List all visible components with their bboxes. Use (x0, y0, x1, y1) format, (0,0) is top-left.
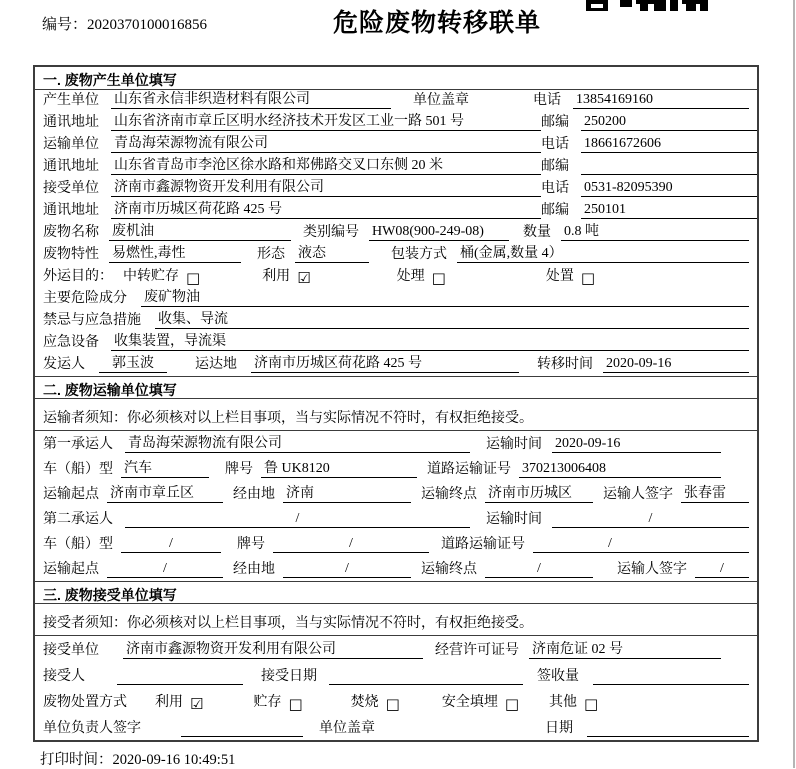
route-end-value: 济南市历城区 (485, 482, 593, 503)
waste-property-label: 废物特性 (43, 247, 99, 262)
print-time-line (40, 748, 235, 769)
disposal-option-storage (253, 691, 302, 711)
transfer-time-label: 转移时间 (537, 357, 593, 372)
transport-time-value2: / (552, 511, 749, 528)
first-carrier-value: 青岛海荣源物流有限公司 (125, 432, 470, 453)
route1-row (35, 481, 757, 506)
dispose-checkbox-icon: □ (580, 269, 596, 287)
receive-address-value: 济南市历城区荷花路 425 号 (111, 198, 541, 219)
zip-label: 邮编 (541, 115, 569, 130)
category-code-value: HW08(900-249-08) (369, 224, 509, 241)
transport-address-value: 山东省青岛市李沧区徐水路和郑佛路交叉口东侧 20 米 (111, 154, 541, 175)
vehicle-type-value: 汽车 (121, 457, 209, 478)
address-label: 通讯地址 (43, 159, 99, 174)
carrier-sign-label: 运输人签字 (617, 562, 687, 577)
print-time-label: 打印时间： (40, 752, 113, 768)
disposal-incinerate-checkbox-icon: □ (385, 695, 400, 713)
carrier-sign-label: 运输人签字 (603, 487, 673, 502)
acceptor-label: 接受人 (43, 669, 85, 684)
route-start-label: 运输起点 (43, 562, 99, 577)
producer-unit-value: 山东省永信非织造材料有限公司 (111, 88, 391, 109)
receive-unit-label: 接受单位 (43, 181, 99, 196)
section-receiver (35, 581, 757, 740)
shipper-label: 发运人 (43, 357, 85, 372)
business-license-value: 济南危证 02 号 (529, 638, 721, 659)
print-time-value: 2020-09-16 10:49:51 (112, 752, 236, 768)
transport-time-label: 运输时间 (486, 437, 542, 452)
producer-unit-label: 产生单位 (43, 93, 99, 108)
packing-value: 桶(金属,数量 4） (457, 242, 749, 263)
route-via-value2: / (283, 561, 411, 578)
packing-label: 包装方式 (391, 247, 447, 262)
business-license-label: 经营许可证号 (435, 643, 519, 658)
vehicle-type-value2: / (121, 536, 221, 553)
responsible-sign-label: 单位负责人签字 (43, 721, 141, 736)
page-title: 危险废物转移联单 (333, 9, 542, 37)
serial-value: 2020370100016856 (87, 17, 208, 33)
receive-address-row (35, 200, 757, 222)
plate-label: 牌号 (237, 537, 265, 552)
route-start-value: 济南市章丘区 (107, 482, 223, 503)
receive-unit-row3 (35, 636, 757, 662)
road-permit-value2: / (533, 536, 749, 553)
waste-name-label: 废物名称 (43, 225, 99, 240)
disposal-storage-checkbox-icon: □ (288, 695, 303, 713)
phone-label: 电话 (533, 93, 561, 108)
address-label: 通讯地址 (43, 115, 99, 130)
route-end-value2: / (485, 561, 593, 578)
phone-label: 电话 (541, 137, 569, 152)
transport-unit-label: 运输单位 (43, 137, 99, 152)
option-label: 焚烧 (350, 695, 379, 710)
taboo-measures-label: 禁忌与应急措施 (43, 313, 141, 328)
transfer-storage-checkbox-icon: □ (186, 269, 201, 287)
route2-row (35, 556, 757, 581)
quantity-value: 0.8 吨 (561, 220, 749, 241)
route-via-value: 济南 (283, 482, 411, 503)
transport-unit-value: 青岛海荣源物流有限公司 (111, 132, 541, 153)
responsible-sign-value (181, 736, 303, 737)
transfer-purpose-row (35, 266, 757, 288)
first-carrier-label: 第一承运人 (43, 437, 113, 452)
transport-unit-row (35, 134, 757, 156)
qr-code-fragment (586, 0, 708, 11)
emergency-equipment-value: 收集装置，导流渠 (111, 330, 749, 351)
vehicle-type-label: 车（船）型 (43, 462, 113, 477)
plate-value2: / (273, 536, 429, 553)
purpose-option-transfer-storage (123, 265, 200, 285)
page-edge-divider (793, 0, 795, 768)
category-code-label: 类别编号 (303, 225, 359, 240)
zip-label: 邮编 (541, 159, 569, 174)
transport-time-label: 运输时间 (486, 512, 542, 527)
transporter-notice: 运输者须知：你必须核对以上栏目事项，当与实际情况不符时，有权拒绝接受。 (35, 399, 757, 431)
disposal-option-landfill (442, 691, 519, 711)
route-start-label: 运输起点 (43, 487, 99, 502)
route-end-label: 运输终点 (421, 487, 477, 502)
transport-time-value: 2020-09-16 (552, 436, 721, 453)
receive-unit-label: 接受单位 (43, 643, 99, 658)
disposal-landfill-checkbox-icon: □ (504, 695, 520, 713)
option-label: 处置 (545, 269, 574, 284)
acceptor-value (117, 684, 243, 685)
transport-address-row (35, 156, 757, 178)
option-label: 利用 (262, 269, 291, 284)
option-label: 中转贮存 (123, 269, 179, 284)
main-hazard-row (35, 288, 757, 310)
serial-label: 编号： (42, 17, 88, 33)
route-start-value2: / (107, 561, 223, 578)
plate-label: 牌号 (225, 462, 253, 477)
route-via-label: 经由地 (233, 562, 275, 577)
taboo-measures-row (35, 310, 757, 332)
first-carrier-row (35, 431, 757, 456)
waste-name-value: 废机油 (109, 220, 291, 241)
second-carrier-value: / (125, 511, 470, 528)
shipper-row (35, 354, 757, 376)
plate-value: 鲁 UK8120 (261, 457, 417, 478)
utilize-checkbox-icon: ☑ (297, 269, 311, 287)
shipper-value: 郭玉波 (99, 352, 167, 373)
transfer-time-value: 2020-09-16 (603, 356, 749, 373)
transfer-purpose-label: 外运目的： (43, 269, 113, 284)
purpose-option-dispose (546, 265, 595, 285)
purpose-option-treat (397, 265, 446, 285)
signed-quantity-label: 签收量 (537, 669, 579, 684)
phone-label: 电话 (541, 181, 569, 196)
section-transporter (35, 376, 757, 581)
vehicle1-row (35, 456, 757, 481)
carrier-sign-value2: / (695, 561, 749, 578)
option-label: 贮存 (253, 695, 282, 710)
disposal-option-other (549, 691, 598, 711)
vehicle2-row (35, 531, 757, 556)
disposal-option-incinerate (351, 691, 400, 711)
option-label: 其他 (549, 695, 578, 710)
unit-seal-label3: 单位盖章 (319, 721, 375, 736)
waste-name-row (35, 222, 757, 244)
disposal-option-utilize (155, 691, 203, 711)
route-via-label: 经由地 (233, 487, 275, 502)
section1-header: 一. 废物产生单位填写 (35, 67, 757, 90)
second-carrier-label: 第二承运人 (43, 512, 113, 527)
date-label: 日期 (545, 721, 573, 736)
option-label: 利用 (155, 695, 183, 710)
producer-address-value: 山东省济南市章丘区明水经济技术开发区工业一路 501 号 (111, 110, 541, 131)
main-hazard-label: 主要危险成分 (43, 291, 127, 306)
receive-unit-value3: 济南市鑫源物资开发利用有限公司 (123, 638, 423, 659)
zip-label: 邮编 (541, 203, 569, 218)
form-value: 液态 (295, 242, 369, 263)
disposal-other-checkbox-icon: □ (584, 695, 599, 713)
responsible-sign-row (35, 714, 757, 740)
transport-phone-value: 18661672606 (581, 136, 757, 153)
emergency-equipment-row (35, 332, 757, 354)
waste-property-row (35, 244, 757, 266)
main-hazard-value: 废矿物油 (141, 286, 749, 307)
producer-phone-value: 13854169160 (573, 92, 749, 109)
receive-unit-row (35, 178, 757, 200)
accept-date-value (329, 684, 523, 685)
vehicle-type-label: 车（船）型 (43, 537, 113, 552)
road-permit-label: 道路运输证号 (441, 537, 525, 552)
section-generator (35, 67, 757, 376)
unit-seal-label: 单位盖章 (413, 93, 469, 108)
purpose-option-utilize (262, 265, 310, 285)
receive-zip-value: 250101 (581, 202, 757, 219)
acceptor-row (35, 662, 757, 688)
quantity-label: 数量 (523, 225, 551, 240)
producer-unit-row (35, 90, 757, 112)
producer-zip-value: 250200 (581, 114, 757, 131)
road-permit-label: 道路运输证号 (427, 462, 511, 477)
destination-label: 运达地 (195, 357, 237, 372)
waste-property-value: 易燃性,毒性 (109, 242, 241, 263)
accept-date-label: 接受日期 (261, 669, 317, 684)
receive-unit-value: 济南市鑫源物资开发利用有限公司 (111, 176, 541, 197)
signed-quantity-value (593, 684, 749, 685)
producer-address-row (35, 112, 757, 134)
carrier-sign-value: 张春雷 (681, 482, 749, 503)
emergency-equipment-label: 应急设备 (43, 335, 99, 350)
section2-header: 二. 废物运输单位填写 (35, 376, 757, 399)
option-label: 安全填埋 (441, 695, 498, 710)
treat-checkbox-icon: □ (431, 269, 446, 287)
transport-zip-value (581, 174, 757, 175)
receiver-notice: 接受者须知：你必须核对以上栏目事项，当与实际情况不符时，有权拒绝接受。 (35, 604, 757, 636)
road-permit-value: 370213006408 (519, 461, 721, 478)
section3-header: 三. 废物接受单位填写 (35, 581, 757, 604)
taboo-measures-value: 收集、导流 (155, 308, 749, 329)
sign-date-value (587, 736, 749, 737)
disposal-method-row (35, 688, 757, 714)
disposal-utilize-checkbox-icon: ☑ (190, 695, 204, 713)
form-label: 形态 (257, 247, 285, 262)
destination-value: 济南市历城区荷花路 425 号 (251, 352, 519, 373)
manifest-form (33, 65, 759, 742)
address-label: 通讯地址 (43, 203, 99, 218)
second-carrier-row (35, 506, 757, 531)
receive-phone-value: 0531-82095390 (581, 180, 757, 197)
route-end-label: 运输终点 (421, 562, 477, 577)
disposal-method-label: 废物处置方式 (43, 695, 127, 710)
option-label: 处理 (396, 269, 425, 284)
serial-number-line (42, 13, 207, 34)
